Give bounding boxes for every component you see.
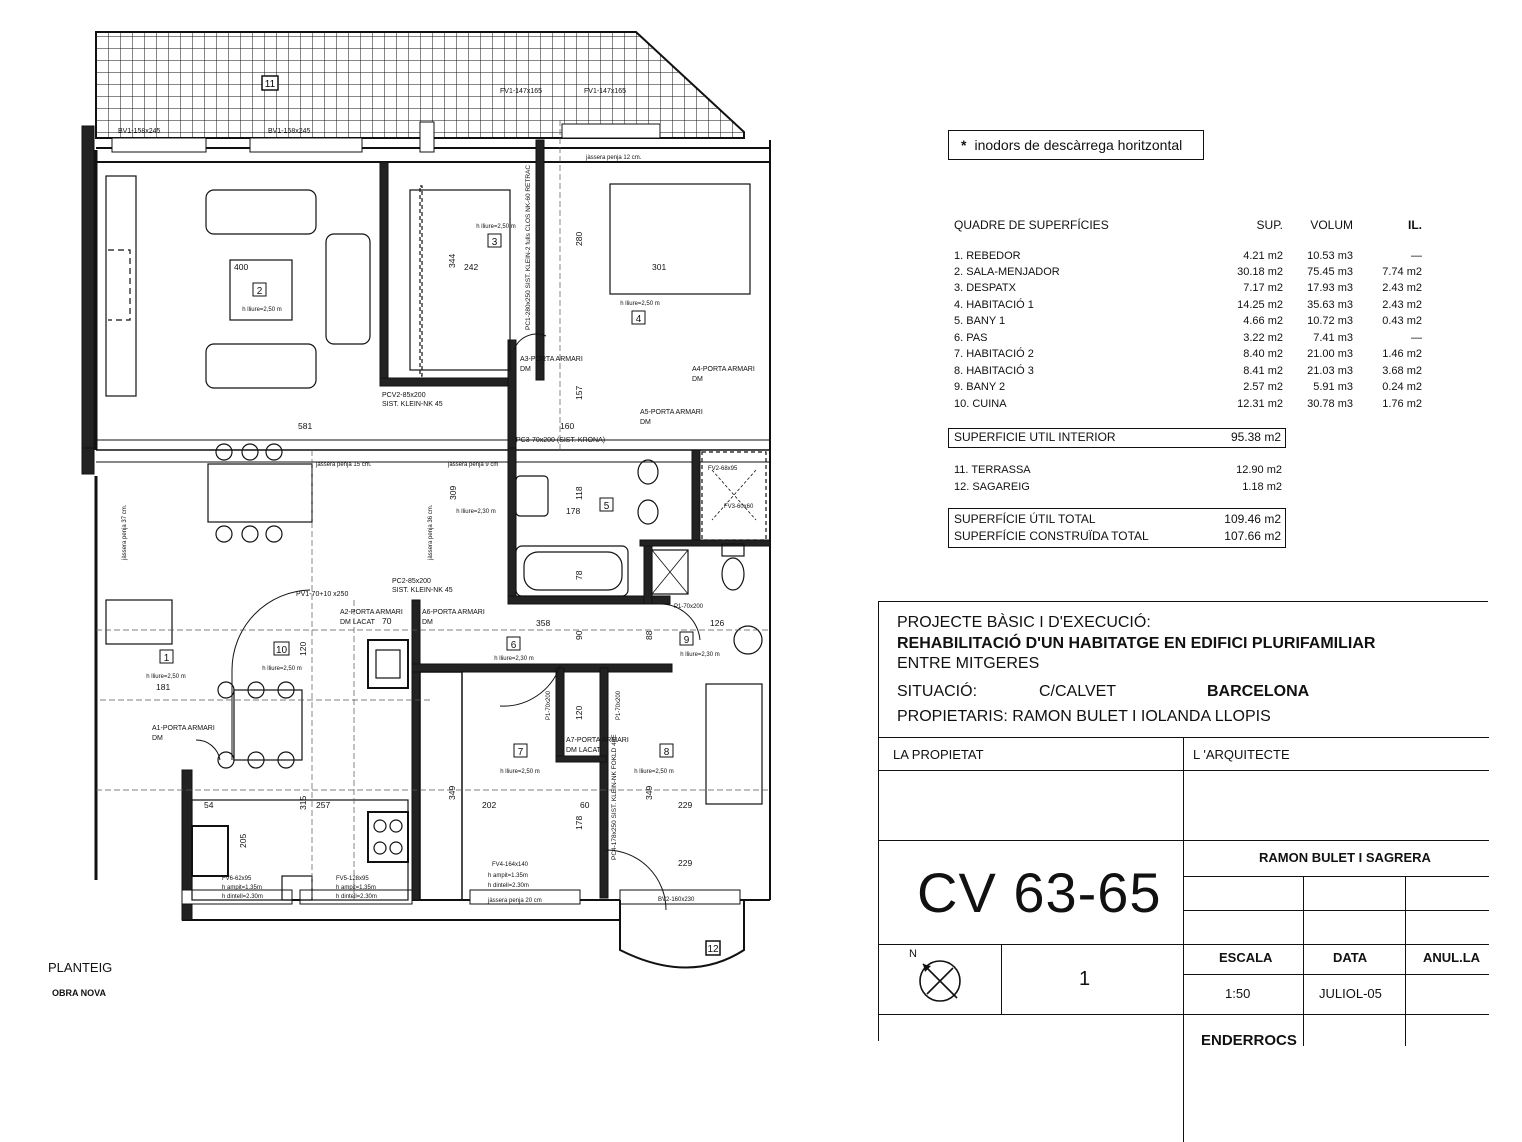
row-name: 10. CUINA (954, 398, 1007, 410)
row-volum: 35.63 m3 (1307, 299, 1353, 311)
room-3-height: h lliure=2,50 m (476, 224, 516, 230)
label-fv6-ampit: h ampit=1.35m (222, 885, 262, 891)
row-sup: 4.66 m2 (1243, 315, 1283, 327)
row-volum: 10.53 m3 (1307, 250, 1353, 262)
row-name: 11. TERRASSA (954, 464, 1031, 476)
total-util-label: SUPERFÍCIE ÚTIL TOTAL (954, 512, 1096, 526)
label-fv6-dintell: h dintell=2.30m (222, 894, 263, 900)
bottom-cut-text: ENDERROCS (1201, 1032, 1297, 1049)
room-6-number: 6 (510, 640, 517, 651)
room-8-height: h lliure=2,50 m (634, 769, 674, 775)
label-fv4-dintell: h dintell=2.30m (488, 883, 529, 889)
room-6-height: h lliure=2,30 m (494, 656, 534, 662)
row-il: — (1411, 332, 1422, 344)
table-row (952, 464, 1286, 481)
row-il: 0.24 m2 (1382, 381, 1422, 393)
label-a5-dm: DM (640, 419, 651, 426)
row-il: — (1411, 250, 1422, 262)
room-9-number: 9 (683, 635, 690, 646)
divider (879, 944, 1489, 945)
divider (1183, 737, 1184, 1142)
room-8-number: 8 (663, 747, 670, 758)
kitchen-fixtures (192, 640, 408, 900)
label-a5: A5-PORTA ARMARI (640, 409, 703, 416)
label-bv1a: BV1-158x245 (118, 128, 161, 135)
table-row (952, 332, 1432, 348)
anul-label: ANUL.LA (1423, 950, 1481, 965)
divider (879, 770, 1489, 771)
dim-344: 344 (447, 253, 457, 268)
row-sup: 30.18 m2 (1237, 266, 1283, 278)
note-text: inodors de descàrrega horitzontal (974, 137, 1183, 153)
row-sup: 1.18 m2 (1242, 481, 1282, 493)
dim-301: 301 (652, 262, 667, 272)
row-name: 12. SAGAREIG (954, 481, 1030, 493)
divider (1303, 876, 1304, 1046)
label-pv1: PV1-70+10 x250 (296, 591, 349, 598)
annotations (118, 88, 755, 904)
label-a4-dm: DM (692, 376, 703, 383)
label-fv5-dintell: h dintell=2.30m (336, 894, 377, 900)
outer-walls (82, 126, 770, 920)
row-il: 7.74 m2 (1382, 266, 1422, 278)
util-interior-box (948, 428, 1286, 448)
label-fv3: FV3-60x60 (724, 504, 754, 510)
dim-54: 54 (204, 800, 214, 810)
label-jassera9: jàssera penja 9 cm (448, 462, 499, 468)
living-furniture (106, 176, 370, 644)
row-sup: 12.90 m2 (1236, 464, 1282, 476)
dim-178b: 178 (574, 815, 584, 830)
table-row (952, 315, 1432, 331)
row-il: 2.43 m2 (1382, 282, 1422, 294)
total-construida-label: SUPERFÍCIE CONSTRUÏDA TOTAL (954, 529, 1149, 543)
table-row (952, 481, 1286, 498)
total-construida-value: 107.66 m2 (1224, 529, 1281, 543)
divider (879, 840, 1489, 841)
dim-88: 88 (644, 630, 654, 640)
row-sup: 8.41 m2 (1243, 365, 1283, 377)
table-row (952, 299, 1432, 315)
room-4-height: h lliure=2,50 m (620, 301, 660, 307)
note-star: * (961, 137, 967, 153)
row-volum: 21.03 m3 (1307, 365, 1353, 377)
dim-120b: 120 (574, 705, 584, 720)
row-volum: 30.78 m3 (1307, 398, 1353, 410)
interior-walls (380, 140, 770, 900)
table-row (952, 282, 1432, 298)
la-propietat-label: LA PROPIETAT (893, 747, 984, 762)
room-1-number: 1 (163, 653, 170, 664)
table-row (952, 381, 1432, 397)
dim-309: 309 (448, 485, 458, 500)
room-1-height: h lliure=2,50 m (146, 674, 186, 680)
row-sup: 7.17 m2 (1243, 282, 1283, 294)
label-pc3: PC3-70x200 (SIST. KRONA) (516, 437, 606, 444)
situacio-city: BARCELONA (1207, 683, 1310, 700)
label-fv4: FV4-164x140 (492, 862, 529, 868)
label-p1a: P1-70x200 (674, 604, 704, 610)
room-7-number: 7 (517, 747, 524, 758)
label-fv2: FV2-68x95 (708, 466, 738, 472)
label-a1: A1-PORTA ARMARI (152, 725, 215, 732)
dim-349a: 349 (447, 785, 457, 800)
row-name: 2. SALA-MENJADOR (954, 266, 1060, 278)
dim-205: 205 (238, 833, 248, 848)
room-12-number: 12 (707, 944, 719, 955)
dim-160: 160 (560, 421, 575, 431)
dim-126: 126 (710, 618, 725, 628)
dim-90: 90 (574, 630, 584, 640)
dim-78: 78 (574, 570, 584, 580)
dim-70: 70 (382, 616, 392, 626)
table-row (952, 250, 1432, 266)
divider (879, 1014, 1183, 1015)
label-pc2: PC2-85x200 (392, 578, 431, 585)
dim-60: 60 (580, 800, 590, 810)
room-4-number: 4 (635, 314, 642, 325)
room-5-height: h lliure=2,30 m (456, 509, 496, 515)
label-p1c: P1-70x200 (616, 690, 622, 720)
table-row (952, 266, 1432, 282)
row-name: 9. BANY 2 (954, 381, 1006, 393)
row-il: 0.43 m2 (1382, 315, 1422, 327)
dim-120a: 120 (298, 641, 308, 656)
plan-caption: PLANTEIG (48, 960, 113, 975)
row-sup: 3.22 m2 (1243, 332, 1283, 344)
arquitecte-name: RAMON BULET I SAGRERA (1259, 850, 1431, 865)
label-jassera20: jàssera penja 20 cm (488, 898, 542, 904)
divider (1183, 876, 1489, 877)
project-line-1: PROJECTE BÀSIC I D'EXECUCIÓ: (897, 614, 1151, 631)
divider (1183, 910, 1489, 911)
row-il: 3.68 m2 (1382, 365, 1422, 377)
label-fv1a: FV1-147x165 (500, 88, 543, 95)
header-volum: VOLUM (1310, 218, 1353, 232)
label-a7: A7-PORTA ARMARI (566, 737, 629, 744)
row-il: 2.43 m2 (1382, 299, 1422, 311)
room-5-number: 5 (603, 501, 610, 512)
dim-280: 280 (574, 231, 584, 246)
label-fv5: FV5-128x95 (336, 876, 369, 882)
dim-229b: 229 (678, 858, 693, 868)
row-sup: 2.57 m2 (1243, 381, 1283, 393)
dim-257: 257 (316, 800, 331, 810)
label-pc2-sist: SIST. KLEIN-NK 45 (392, 587, 453, 594)
label-a6-dm: DM (422, 619, 433, 626)
label-a3-dm: DM (520, 366, 531, 373)
project-line-2: REHABILITACIÓ D'UN HABITATGE EN EDIFICI PLURIFAMILIAR (897, 635, 1376, 652)
data-label: DATA (1333, 950, 1368, 965)
label-a6: A6-PORTA ARMARI (422, 609, 485, 616)
util-interior-label: SUPERFICIE UTIL INTERIOR (954, 430, 1116, 444)
row-name: 3. DESPATX (954, 282, 1016, 294)
label-fv1b: FV1-147x165 (584, 88, 627, 95)
label-a3: A3-PORTA ARMARI (520, 356, 583, 363)
room-10-height: h lliure=2,50 m (262, 666, 302, 672)
label-bv1b: BV1-158x245 (268, 128, 311, 135)
row-name: 1. REBEDOR (954, 250, 1021, 262)
dim-400: 400 (234, 262, 249, 272)
data-value: JULIOL-05 (1319, 986, 1382, 1001)
util-interior-value: 95.38 m2 (1230, 430, 1281, 444)
extra-rows (952, 464, 1286, 498)
room-10-number: 10 (275, 645, 288, 656)
divider (879, 737, 1489, 738)
dim-178: 178 (566, 506, 581, 516)
note-box (948, 130, 1204, 160)
row-il: 1.46 m2 (1382, 348, 1422, 360)
divider (1001, 944, 1002, 1014)
balcony-12 (620, 900, 744, 968)
dim-181: 181 (156, 682, 171, 692)
label-a4: A4-PORTA ARMARI (692, 366, 755, 373)
dim-202: 202 (482, 800, 497, 810)
room-7-height: h lliure=2,50 m (500, 769, 540, 775)
header-il: IL. (1408, 218, 1422, 232)
bathroom-fixtures (516, 452, 766, 654)
escala-label: ESCALA (1219, 950, 1273, 965)
room-11-number: 11 (264, 79, 276, 90)
label-a1-dm: DM (152, 735, 163, 742)
divider (1183, 1014, 1489, 1015)
situacio-street: C/CALVET (1039, 683, 1117, 700)
label-fv6: FV6-62x95 (222, 876, 252, 882)
row-volum: 17.93 m3 (1307, 282, 1353, 294)
label-a2-dm: DM LACAT (340, 619, 375, 626)
row-name: 4. HABITACIÓ 1 (954, 299, 1034, 311)
row-name: 7. HABITACIÓ 2 (954, 348, 1034, 360)
title-block (878, 601, 1488, 1049)
label-fv5-ampit: h ampit=1.35m (336, 885, 376, 891)
door-swings (196, 334, 700, 910)
room-2-height: h lliure=2,50 m (242, 307, 282, 313)
label-pc4: PC4-178x250 SIST. KLEIN-NK FOKLD 40E (611, 734, 618, 860)
arquitecte-label: L 'ARQUITECTE (1193, 747, 1290, 762)
situacio-label: SITUACIÓ: (897, 683, 978, 700)
dim-229a: 229 (678, 800, 693, 810)
room-2-number: 2 (256, 286, 263, 297)
label-bv2: BV2-160x230 (658, 897, 695, 903)
escala-value: 1:50 (1225, 986, 1251, 1001)
table-row (952, 398, 1432, 414)
label-pcv2-sist: SIST. KLEIN-NK 45 (382, 401, 443, 408)
table-row (952, 365, 1432, 381)
surface-table-title: QUADRE DE SUPERFÍCIES (954, 218, 1109, 232)
label-fv4-ampit: h ampit=1.35m (488, 873, 528, 879)
north-label: N (909, 948, 917, 960)
bedroom-furniture (410, 184, 762, 804)
label-pcv2: PCV2-85x200 (382, 392, 426, 399)
row-sup: 4.21 m2 (1243, 250, 1283, 262)
row-sup: 8.40 m2 (1243, 348, 1283, 360)
row-volum: 10.72 m3 (1307, 315, 1353, 327)
room-3-number: 3 (491, 237, 498, 248)
dim-581: 581 (298, 421, 313, 431)
divider (1405, 876, 1406, 1046)
room-9-height: h lliure=2,30 m (680, 652, 720, 658)
total-util-value: 109.46 m2 (1224, 512, 1281, 526)
row-volum: 21.00 m3 (1307, 348, 1353, 360)
row-name: 6. PAS (954, 332, 988, 344)
label-jassera37: jàssera penja 37 cm. (122, 504, 128, 560)
label-jassera15: jàssera penja 15 cm. (316, 462, 372, 468)
dim-349b: 349 (644, 785, 654, 800)
row-volum: 7.41 m3 (1313, 332, 1353, 344)
dim-315: 315 (298, 795, 308, 810)
label-a7-dm: DM LACAT (566, 747, 601, 754)
project-line-3: ENTRE MITGERES (897, 655, 1040, 672)
dim-358: 358 (536, 618, 551, 628)
header-sup: SUP. (1256, 218, 1283, 232)
sheet-number: 1 (1079, 968, 1091, 990)
row-name: 5. BANY 1 (954, 315, 1006, 327)
label-p1b: P1-70x200 (546, 690, 552, 720)
totals-box (948, 508, 1286, 548)
plan-subcaption: OBRA NOVA (52, 988, 106, 998)
row-sup: 12.31 m2 (1237, 398, 1283, 410)
row-volum: 75.45 m3 (1307, 266, 1353, 278)
drawing-code: CV 63-65 (917, 861, 1162, 924)
row-il: 1.76 m2 (1382, 398, 1422, 410)
divider (1183, 974, 1489, 975)
table-row (952, 348, 1432, 364)
label-pc1: PC1-280x250 SIST. KLEIN-2 fulls CLOS NK-60 RETRAC (525, 164, 532, 330)
row-name: 8. HABITACIÓ 3 (954, 365, 1034, 377)
label-a2: A2-PORTA ARMARI (340, 609, 403, 616)
dim-242: 242 (464, 262, 479, 272)
north-arrow-icon (917, 958, 963, 1004)
row-sup: 14.25 m2 (1237, 299, 1283, 311)
row-volum: 5.91 m3 (1313, 381, 1353, 393)
surface-table-header (952, 218, 1432, 234)
propietaris: PROPIETARIS: RAMON BULET I IOLANDA LLOPIS (897, 708, 1271, 725)
label-jassera12: jàssera penja 12 cm. (586, 155, 642, 161)
dim-157: 157 (574, 385, 584, 400)
dim-118: 118 (574, 486, 584, 500)
label-jassera36: jàssera penja 36 cm. (428, 504, 434, 560)
